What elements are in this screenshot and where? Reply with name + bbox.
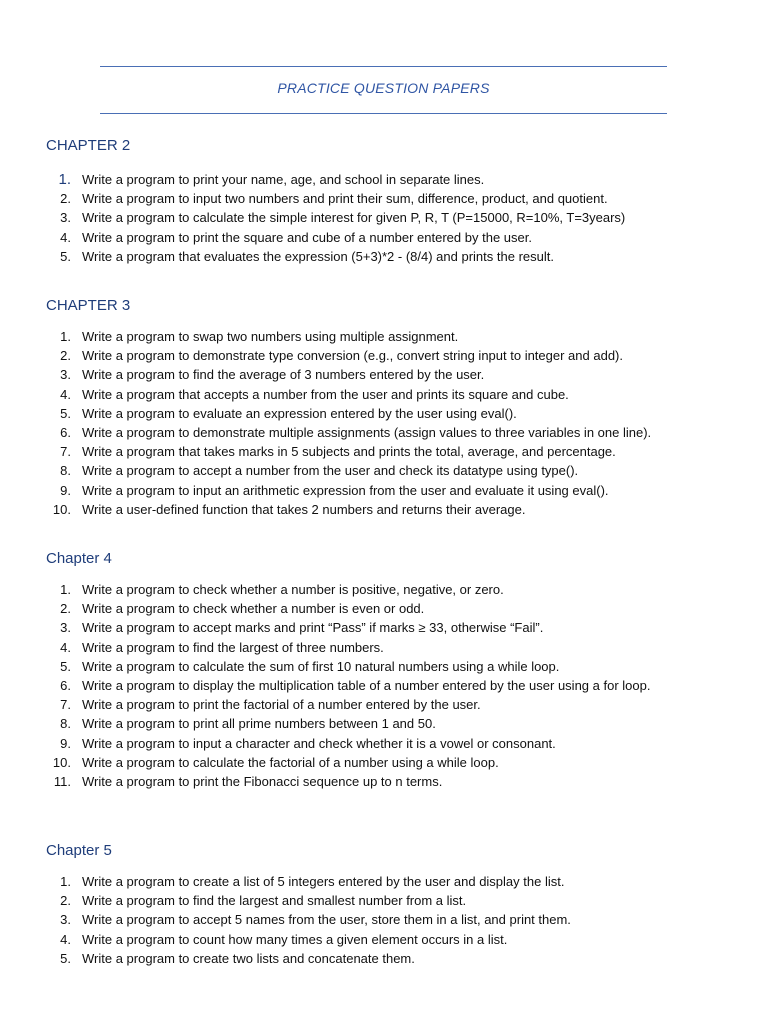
question-number: 8. [60,716,71,732]
question-text: Write a program that evaluates the expression (5+3)*2 - (8/4) and prints the result. [82,248,554,264]
question-number: 2. [60,191,71,207]
question-number: 1. [60,329,71,344]
question-item [46,599,736,618]
document-title: PRACTICE QUESTION PAPERS [277,80,490,96]
question-list [46,580,736,791]
question-text: Write a program to calculate the factorial of a number using a while loop. [82,754,499,770]
question-number: 9. [60,482,71,498]
question-item [46,500,736,519]
question-item [46,772,736,791]
question-text: Write a program to input a character and check whether it is a vowel or consonant. [82,735,556,751]
question-text: Write a program to accept marks and print “Pass” if marks ≥ 33, otherwise “Fail”. [82,620,544,636]
question-text: Write a program to calculate the simple interest for given P, R, T (P=15000, R=10%, T=3years) [82,210,626,226]
question-item [46,442,736,461]
question-text: Write a program that accepts a number from the user and prints its square and cube. [82,386,569,402]
question-list [46,170,736,266]
question-text: Write a program to count how many times a given element occurs in a list. [82,931,508,947]
question-text: Write a program to find the largest of three numbers. [82,639,384,655]
question-number: 11. [53,774,71,790]
question-item [46,891,736,910]
question-text: Write a program to find the average of 3 numbers entered by the user. [82,367,485,383]
question-number: 3. [60,210,71,226]
question-number: 2. [60,348,71,364]
question-number: 10. [52,501,71,517]
question-item [46,208,736,227]
question-text: Write a program to check whether a number is positive, negative, or zero. [82,582,504,597]
question-text: Write a program to accept 5 names from the user, store them in a list, and print them. [82,912,571,928]
question-text: Write a program to input an arithmetic expression from the user and evaluate it using eval(). [82,482,609,498]
chapter-heading: CHAPTER 2 [46,137,131,154]
question-item [46,327,736,346]
question-list [46,872,736,968]
question-number: 7. [60,697,71,713]
question-number: 7. [60,444,71,460]
question-text: Write a program to demonstrate type conversion (e.g., convert string input to integer and add). [82,348,623,364]
question-item [46,385,736,404]
question-text: Write a program to print the Fibonacci sequence up to n terms. [82,774,443,790]
question-item [46,949,736,968]
question-number: 6. [60,425,71,441]
question-text: Write a user-defined function that takes 2 numbers and returns their average. [82,501,526,517]
question-number: 5. [60,950,71,966]
chapter-section [46,842,736,966]
question-number: 4. [60,386,71,402]
chapter-section [46,297,736,517]
question-item [46,423,736,442]
question-number: 5. [60,248,71,264]
chapter-section [46,137,736,264]
question-text: Write a program to accept a number from the user and check its datatype using type(). [82,463,579,479]
question-text: Write a program to print the square and cube of a number entered by the user. [82,229,532,245]
question-text: Write a program to create two lists and concatenate them. [82,950,415,966]
chapter-heading: Chapter 5 [46,842,112,859]
question-item [46,676,736,695]
question-number: 2. [60,893,71,909]
question-text: Write a program to check whether a number is even or odd. [82,601,425,617]
question-number: 3. [60,912,71,928]
question-number: 3. [60,620,71,636]
question-number: 6. [60,678,71,694]
question-item [46,247,736,266]
question-item [46,930,736,949]
question-number: 1. [60,874,71,889]
question-item [46,910,736,929]
question-item [46,346,736,365]
question-item [46,170,736,189]
question-text: Write a program to evaluate an expression entered by the user using eval(). [82,405,517,421]
question-item [46,618,736,637]
question-number: 5. [60,405,71,421]
question-item [46,189,736,208]
question-item [46,365,736,384]
chapter-section [46,550,736,790]
question-item [46,714,736,733]
question-list [46,327,736,519]
question-number: 1. [60,582,71,597]
question-text: Write a program to swap two numbers using multiple assignment. [82,329,459,344]
question-item [46,404,736,423]
question-text: Write a program to print the factorial of a number entered by the user. [82,697,481,713]
chapter-heading: Chapter 4 [46,550,112,567]
question-item [46,481,736,500]
question-number: 9. [60,735,71,751]
question-text: Write a program to display the multiplication table of a number entered by the user using a for loop. [82,678,651,694]
question-text: Write a program to find the largest and smallest number from a list. [82,893,467,909]
question-item [46,753,736,772]
question-number: 4. [60,931,71,947]
question-text: Write a program that takes marks in 5 subjects and prints the total, average, and percentage. [82,444,616,460]
header-top-rule [100,66,667,67]
chapter-heading: CHAPTER 3 [46,297,131,314]
question-item [46,638,736,657]
question-item [46,580,736,599]
question-number: 1. [58,171,71,188]
question-item [46,461,736,480]
question-item [46,734,736,753]
question-number: 5. [60,658,71,674]
question-number: 4. [60,229,71,245]
question-item [46,695,736,714]
question-number: 2. [60,601,71,617]
question-text: Write a program to calculate the sum of first 10 natural numbers using a while loop. [82,658,560,674]
question-item [46,872,736,891]
question-item [46,657,736,676]
question-text: Write a program to demonstrate multiple assignments (assign values to three variables in one line). [82,425,652,441]
question-text: Write a program to print your name, age, and school in separate lines. [82,172,485,187]
question-item [46,228,736,247]
header-bottom-rule [100,113,667,114]
question-number: 10. [52,754,71,770]
question-text: Write a program to input two numbers and print their sum, difference, product, and quotient. [82,191,608,207]
question-number: 8. [60,463,71,479]
question-number: 4. [60,639,71,655]
question-text: Write a program to print all prime numbers between 1 and 50. [82,716,436,732]
question-number: 3. [60,367,71,383]
question-text: Write a program to create a list of 5 integers entered by the user and display the list. [82,874,565,889]
